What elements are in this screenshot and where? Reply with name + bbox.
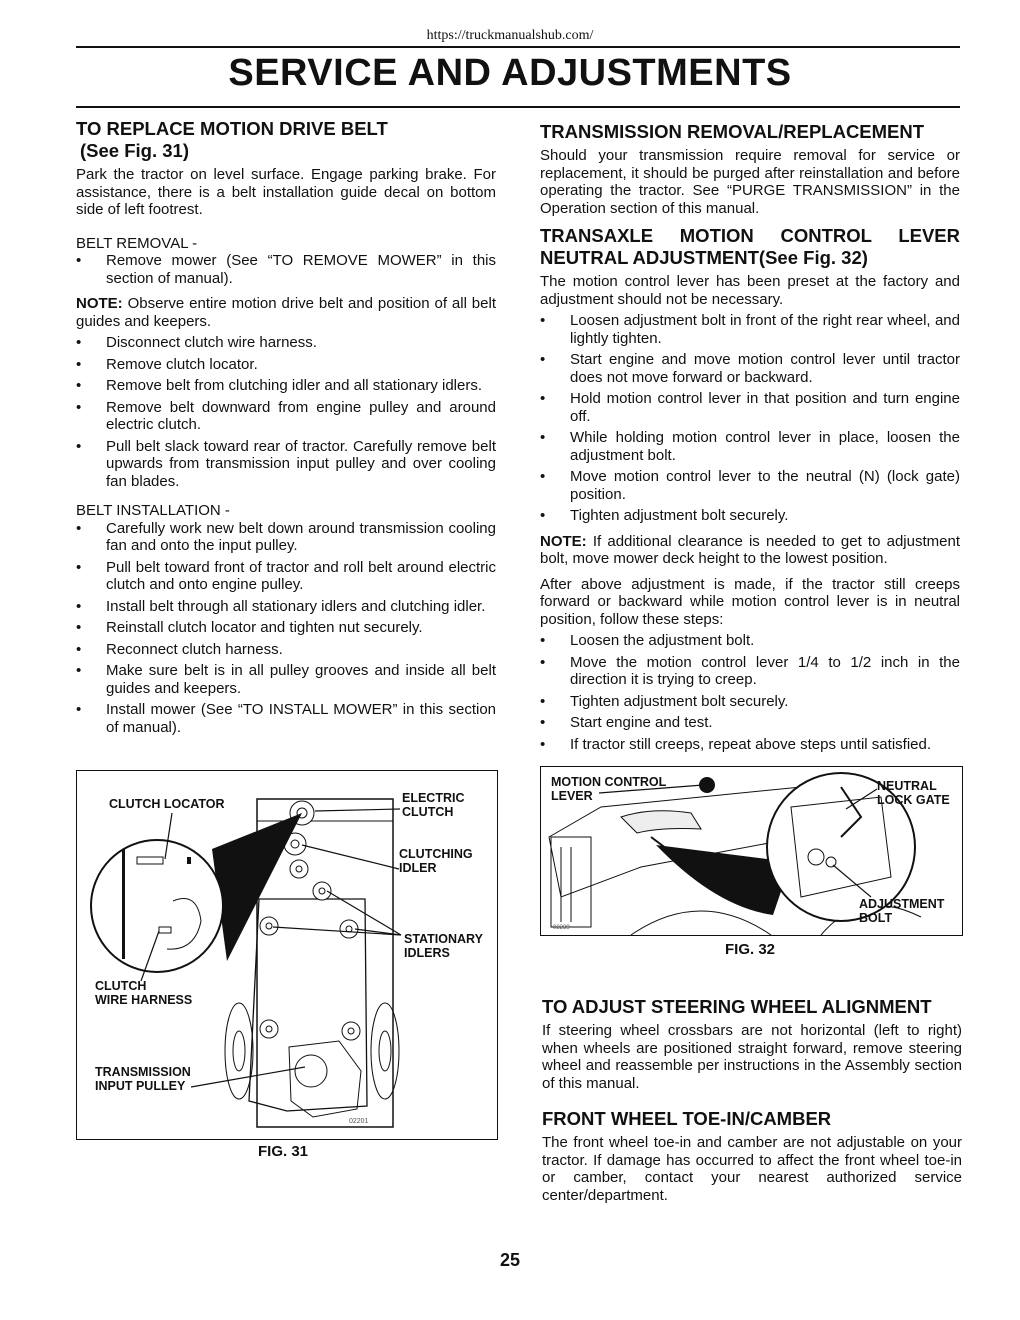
list-item: • Remove belt from clutching idler and all stationary idlers. [76, 377, 496, 395]
toe-heading: FRONT WHEEL TOE-IN/CAMBER [542, 1108, 832, 1129]
list-item: • While holding motion control lever in place, loosen the adjustment bolt. [540, 429, 960, 464]
neutral-note [540, 533, 960, 568]
creep-intro: After above adjustment is made, if the tractor still creeps forward or backward while motion control lever is in neutral position, follow these steps: [540, 575, 960, 628]
list-item: • Reconnect clutch harness. [76, 641, 496, 659]
title-rule [76, 106, 960, 108]
label-electric-clutch: ELECTRIC CLUTCH [402, 791, 465, 819]
fig31-caption: FIG. 31 [258, 1143, 309, 1160]
steering-heading: TO ADJUST STEERING WHEEL ALIGNMENT [542, 996, 932, 1017]
fig32-caption: FIG. 32 [725, 941, 776, 958]
left-column [76, 118, 496, 740]
list-item: • If tractor still creeps, repeat above steps until satisfied. [540, 736, 960, 754]
list-item: • Tighten adjustment bolt securely. [540, 693, 960, 711]
figure-32 [540, 766, 963, 936]
belt-heading-text: TO REPLACE MOTION DRIVE BELT [76, 118, 388, 139]
list-item: • Move the motion control lever 1/4 to 1/2 inch in the direction it is trying to creep. [540, 654, 960, 689]
steering-text: If steering wheel crossbars are not horizontal (left to right) when wheels are positioned straight forward, remove steering wheel and reassemble per instructions in the Assembly section of this manual. [542, 1022, 962, 1092]
transmission-heading: TRANSMISSION REMOVAL/REPLACEMENT [540, 121, 925, 142]
toe-text: The front wheel toe-in and camber are not adjustable on your tractor. If damage has occurred to affect the front wheel toe-in or camber, contact your nearest authorized service center/department. [542, 1134, 962, 1204]
list-item: • Disconnect clutch wire harness. [76, 334, 496, 352]
belt-note [76, 295, 496, 330]
creep-steps [540, 632, 960, 753]
page-title: SERVICE AND ADJUSTMENTS [228, 52, 792, 94]
belt-install-steps [76, 520, 496, 737]
list-item: • Carefully work new belt down around transmission cooling fan and onto the input pulley. [76, 520, 496, 555]
list-item: • Pull belt toward front of tractor and roll belt around electric clutch and onto engine pulley. [76, 559, 496, 594]
list-item: • Start engine and test. [540, 714, 960, 732]
right-lower [542, 996, 962, 1204]
label-clutch-wire-harness: CLUTCH WIRE HARNESS [95, 979, 193, 1007]
list-item: • Start engine and move motion control lever until tractor does not move forward or backward. [540, 351, 960, 386]
right-column [540, 121, 960, 757]
source-url: https://truckmanualshub.com/ [426, 28, 594, 43]
belt-removal-first [76, 252, 496, 287]
belt-install-label: BELT INSTALLATION - [76, 502, 230, 519]
list-item: • Loosen adjustment bolt in front of the right rear wheel, and lightly tighten. [540, 312, 960, 347]
note-text: Observe entire motion drive belt and position of all belt guides and keepers. [76, 295, 496, 330]
transmission-text: Should your transmission require removal for service or replacement, it should be purged after reinstallation and before operating the tractor. See “PURGE TRANSMISSION” in the Operation section of this manual. [540, 147, 960, 217]
neutral-heading: TRANSAXLE MOTION CONTROL LEVER NEUTRAL ADJUSTMENT(See Fig. 32) [540, 225, 960, 268]
note-label: NOTE: [76, 295, 123, 312]
belt-heading [76, 118, 496, 162]
note-label: NOTE: [540, 532, 587, 550]
label-clutch-locator: CLUTCH LOCATOR [109, 797, 225, 811]
list-item: • Install belt through all stationary idlers and clutching idler. [76, 598, 496, 616]
list-item: • Remove mower (See “TO REMOVE MOWER” in this section of manual). [76, 252, 496, 287]
belt-intro: Park the tractor on level surface. Engage parking brake. For assistance, there is a belt installation guide decal on bottom side of left footrest. [76, 166, 496, 218]
belt-heading-figref: (See Fig. 31) [80, 140, 189, 161]
list-item: • Tighten adjustment bolt securely. [540, 507, 960, 525]
label-clutching-idler: CLUTCHING IDLER [399, 847, 473, 875]
label-transmission-input-pulley: TRANSMISSION INPUT PULLEY [95, 1065, 191, 1093]
neutral-intro: The motion control lever has been preset at the factory and adjustment should not be necessary. [540, 273, 960, 308]
page-number: 25 [499, 1250, 521, 1270]
belt-removal-label: BELT REMOVAL - [76, 234, 198, 252]
list-item: • Remove clutch locator. [76, 356, 496, 374]
figure-31 [76, 770, 498, 1140]
list-item: • Loosen the adjustment bolt. [540, 632, 960, 650]
label-motion-control-lever: MOTION CONTROL LEVER [551, 775, 667, 803]
label-stationary-idlers: STATIONARY IDLERS [404, 932, 483, 960]
list-item: • Hold motion control lever in that position and turn engine off. [540, 390, 960, 425]
svg-text:02201: 02201 [349, 1118, 369, 1125]
label-adjustment-bolt: ADJUSTMENT BOLT [859, 897, 945, 925]
label-neutral-lock-gate: NEUTRAL LOCK GATE [877, 779, 950, 807]
neutral-steps [540, 312, 960, 525]
list-item: • Pull belt slack toward rear of tractor. Carefully remove belt upwards from transmission input pulley and over cooling fan blades. [76, 438, 496, 491]
list-item: • Make sure belt is in all pulley grooves and inside all belt guides and keepers. [76, 662, 496, 697]
top-rule [76, 46, 960, 48]
list-item: • Move motion control lever to the neutral (N) (lock gate) position. [540, 468, 960, 503]
list-item: • Install mower (See “TO INSTALL MOWER” in this section of manual). [76, 701, 496, 736]
svg-text:02239: 02239 [553, 925, 570, 931]
list-item: • Remove belt downward from engine pulley and around electric clutch. [76, 399, 496, 434]
belt-removal-steps [76, 334, 496, 490]
note-text: If additional clearance is needed to get to adjustment bolt, move mower deck height to the lowest position. [540, 532, 960, 567]
list-item: • Reinstall clutch locator and tighten nut securely. [76, 619, 496, 637]
